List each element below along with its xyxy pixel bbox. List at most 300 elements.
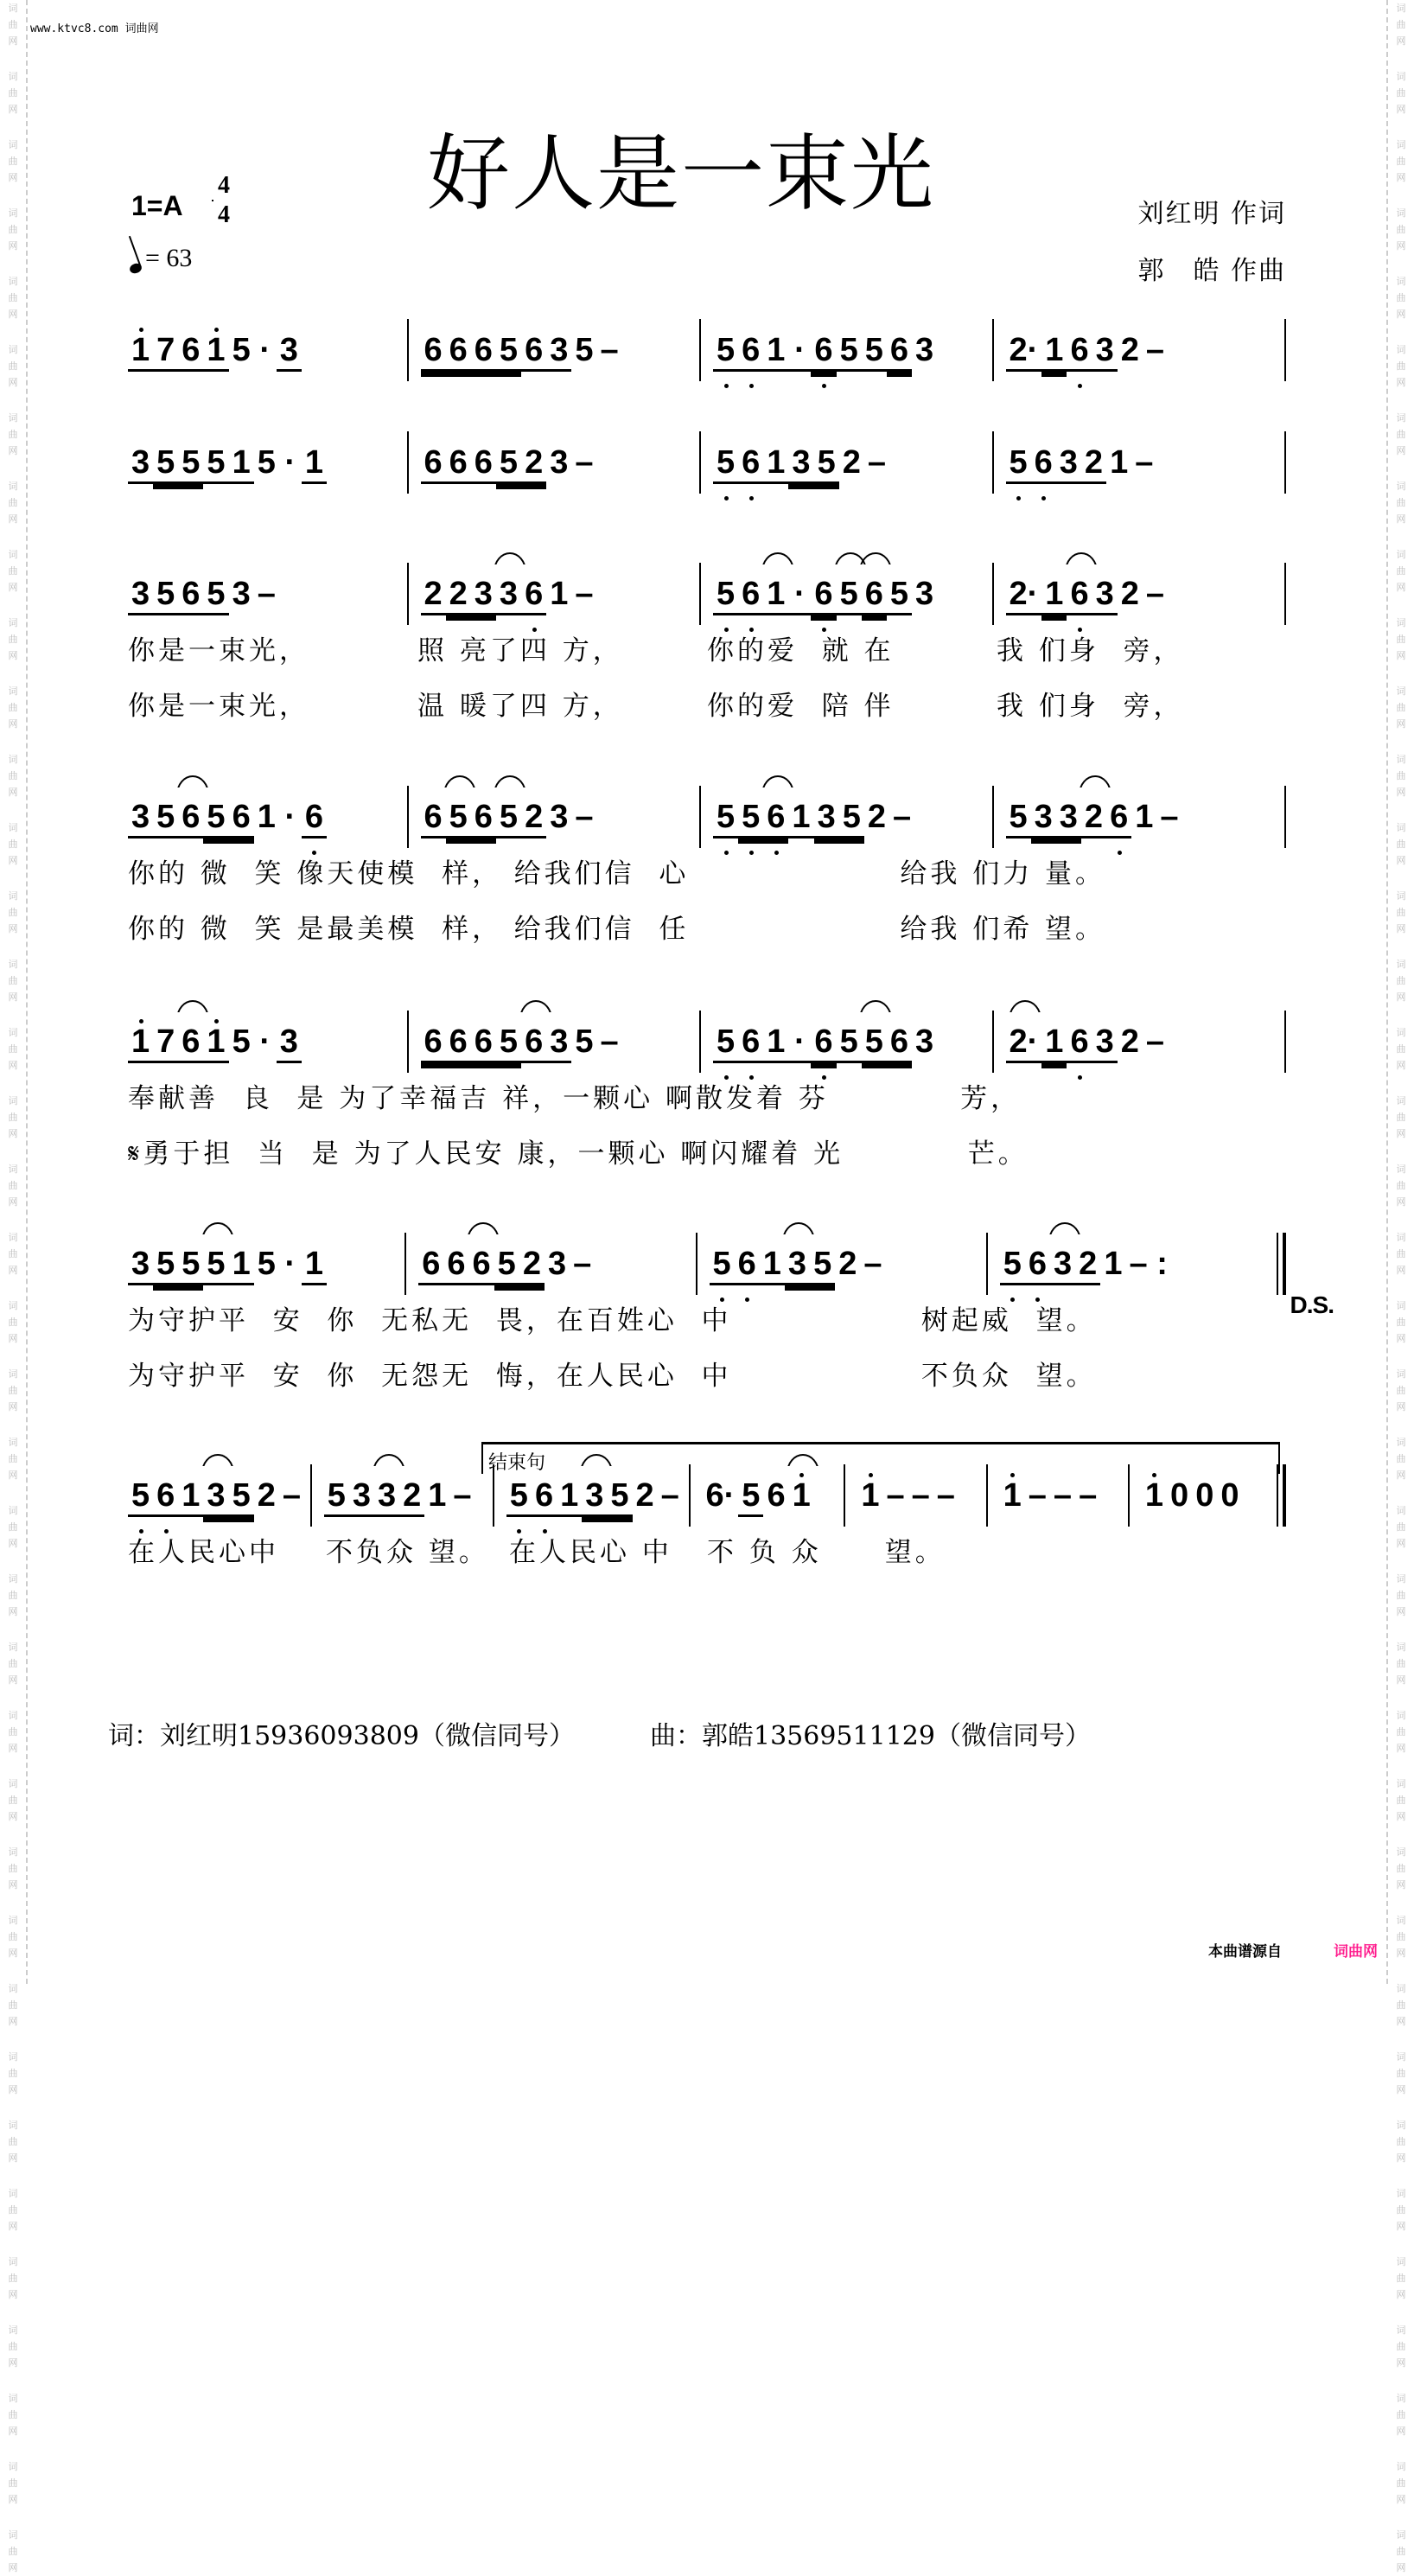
measure xyxy=(988,1238,1277,1290)
octave-down-dot xyxy=(1078,628,1082,632)
note: 3 xyxy=(1056,443,1081,481)
note: 1 xyxy=(128,331,153,369)
edge-watermark: 词 曲 网 xyxy=(1396,1095,1406,1139)
edge-watermark: 词 曲 网 xyxy=(8,685,18,730)
edge-watermark: 词 曲 网 xyxy=(1396,1710,1406,1754)
note: 6 xyxy=(302,798,327,836)
composer-credit: 郭 皓 作曲 xyxy=(1137,256,1286,286)
site-watermark: www.ktvc8.com 词曲网 xyxy=(30,22,159,35)
edge-watermark: 词 曲 网 xyxy=(1396,2120,1406,2164)
notation-row xyxy=(128,791,1286,843)
measure xyxy=(409,791,700,843)
edge-watermark: 词 曲 网 xyxy=(8,1573,18,1617)
note: 1 xyxy=(760,1245,785,1283)
octave-down-dot xyxy=(543,1529,547,1533)
note: 1 xyxy=(763,1023,788,1061)
octave-down-dot xyxy=(749,628,754,632)
edge-watermark: 词 曲 网 xyxy=(8,1232,18,1276)
octave-up-dot xyxy=(139,328,143,332)
note: 5 xyxy=(496,443,521,481)
note: – xyxy=(863,1246,882,1282)
lyric-segment: 奉献善 良 是 为了幸福吉 祥， xyxy=(128,1082,564,1114)
measure xyxy=(128,1470,310,1521)
note: · xyxy=(788,1023,811,1061)
note: 6 xyxy=(469,1245,494,1283)
lyric-segment: 你是一束光， xyxy=(128,690,309,722)
note: 6 xyxy=(887,1023,912,1061)
note: – xyxy=(886,1477,905,1514)
note: 5 xyxy=(1006,798,1031,836)
note: 6 xyxy=(1067,331,1092,369)
note: 3 xyxy=(1056,798,1081,836)
note: 2 xyxy=(399,1476,424,1514)
edge-watermark: 词 曲 网 xyxy=(8,139,18,183)
edge-watermark: 词 曲 网 xyxy=(8,890,18,934)
octave-down-dot xyxy=(532,628,537,632)
note: 2 xyxy=(257,1477,276,1514)
note: 5 xyxy=(153,798,178,836)
octave-down-dot xyxy=(724,496,729,501)
tempo-marking xyxy=(130,244,192,273)
note: 6 xyxy=(178,575,203,613)
note: 5 xyxy=(178,443,203,481)
lyric-segment: 树起威 望。 xyxy=(920,1304,1097,1336)
slur-arc xyxy=(1065,552,1098,571)
note: 6 xyxy=(471,798,496,836)
note: 2 xyxy=(1081,443,1106,481)
note: 6 xyxy=(1031,443,1056,481)
note: 2 xyxy=(842,444,861,481)
lyric-segment: 在人民心 中 xyxy=(509,1536,672,1568)
note: 1 xyxy=(1041,575,1067,613)
time-signature-bar xyxy=(212,200,213,201)
note: 5 xyxy=(446,798,471,836)
note: 1 xyxy=(763,575,788,613)
note: 6 xyxy=(229,798,254,836)
note: 5 xyxy=(496,798,521,836)
edge-watermark: 词 曲 网 xyxy=(8,959,18,1003)
note: – xyxy=(575,444,594,481)
note: 0 xyxy=(1220,1477,1239,1514)
note: 6 xyxy=(178,331,203,369)
measure xyxy=(701,324,992,376)
note: – xyxy=(911,1477,930,1514)
measure xyxy=(994,324,1285,376)
slur-arc xyxy=(494,775,526,794)
octave-up-dot xyxy=(139,1019,143,1023)
notation-row xyxy=(128,437,1286,488)
edge-watermark: 词 曲 网 xyxy=(8,1778,18,1822)
note: 3 xyxy=(496,575,521,613)
score-line xyxy=(128,1470,1286,1577)
edge-watermark: 词 曲 网 xyxy=(1396,685,1406,730)
edge-watermark: 词 曲 网 xyxy=(8,1846,18,1891)
note: 5 xyxy=(153,575,178,613)
note: 6 xyxy=(532,1476,557,1514)
note: 6 xyxy=(738,1023,763,1061)
measure xyxy=(128,568,407,620)
note: – xyxy=(600,332,619,368)
edge-watermark: 词 曲 网 xyxy=(1396,2256,1406,2300)
lyric-segment: 给我们信 任 xyxy=(513,913,690,945)
bar-line xyxy=(1284,319,1286,381)
lyric-segment: 你的 微 笑 像天使模 样， xyxy=(128,858,503,889)
measure xyxy=(494,1470,689,1521)
slur-arc xyxy=(494,552,526,571)
notation-row xyxy=(128,568,1286,620)
note: 6 xyxy=(446,443,471,481)
measure xyxy=(128,437,407,488)
note: 5 xyxy=(203,1245,228,1283)
octave-down-dot xyxy=(1118,851,1122,855)
edge-watermark: 词 曲 网 xyxy=(8,754,18,798)
octave-down-dot xyxy=(822,384,826,388)
note: 3 xyxy=(550,799,569,835)
note: 5 xyxy=(810,1245,835,1283)
note: 6 xyxy=(418,1245,443,1283)
lyric-segment: 不 负 众 xyxy=(707,1536,822,1568)
note: 2· xyxy=(1006,1023,1042,1061)
edge-watermark: 词 曲 网 xyxy=(8,1095,18,1139)
note: 6 xyxy=(738,331,763,369)
note: 6 xyxy=(446,331,471,369)
edge-watermark: 词 曲 网 xyxy=(1396,1437,1406,1481)
note: 2 xyxy=(519,1245,545,1283)
key-signature: 1=A xyxy=(131,190,183,221)
note: 1 xyxy=(557,1476,582,1514)
note: – xyxy=(1145,332,1164,368)
note: 6 xyxy=(887,331,912,369)
note: 5 xyxy=(837,1023,862,1061)
lyric-segment: 为守护平 安 你 无私无 畏， xyxy=(128,1304,557,1336)
note: 2 xyxy=(1120,1023,1139,1060)
note: 5 xyxy=(506,1476,532,1514)
note: 6 xyxy=(421,443,446,481)
bar-line xyxy=(1284,563,1286,625)
edge-watermark: 词 曲 网 xyxy=(1396,1027,1406,1071)
measure xyxy=(701,791,992,843)
source-site-link[interactable]: 词曲网 xyxy=(1334,1943,1378,1961)
note: 5 xyxy=(178,1245,203,1283)
edge-watermark: 词 曲 网 xyxy=(1396,2393,1406,2437)
note: 3 xyxy=(471,575,496,613)
note: 5 xyxy=(710,1245,735,1283)
lyric-row xyxy=(128,843,1286,898)
octave-down-dot xyxy=(724,851,729,855)
note: 1 xyxy=(203,331,228,369)
note: 2· xyxy=(1006,331,1042,369)
note: 5 xyxy=(713,798,738,836)
note: 6 xyxy=(521,1023,546,1061)
time-signature xyxy=(212,173,236,228)
octave-down-dot xyxy=(774,851,779,855)
measure xyxy=(409,1016,700,1068)
note: 1 xyxy=(1110,444,1129,481)
note: 6 xyxy=(178,798,203,836)
lyric-segment: 温 暖了四 方， xyxy=(417,690,623,722)
slur-arc xyxy=(176,775,209,794)
note: · xyxy=(788,331,811,369)
note: 2 xyxy=(1075,1245,1100,1283)
lyric-segment: 不负众 望。 xyxy=(920,1360,1097,1392)
note: 6 xyxy=(1106,798,1131,836)
slur-arc xyxy=(782,1222,815,1241)
slur-arc xyxy=(761,552,794,571)
edge-watermark: 词 曲 网 xyxy=(8,2461,18,2505)
note: 0 xyxy=(1195,1477,1214,1514)
octave-down-dot xyxy=(724,384,729,388)
octave-down-dot xyxy=(1078,384,1082,388)
note: 2 xyxy=(867,799,886,835)
slur-arc xyxy=(1048,1222,1081,1241)
edge-watermark: 词 曲 网 xyxy=(8,2188,18,2232)
slur-arc xyxy=(761,775,794,794)
note: 5 xyxy=(887,575,912,613)
slur-arc xyxy=(1009,1000,1041,1019)
note: 5 xyxy=(203,575,228,613)
ending-bracket xyxy=(481,1442,1280,1474)
edge-watermark: 词 曲 网 xyxy=(8,1915,18,1959)
note: 3 xyxy=(374,1476,399,1514)
time-signature-bottom: 4 xyxy=(218,201,230,228)
note: 2 xyxy=(521,443,546,481)
repeat-end-barline xyxy=(1277,1233,1286,1295)
note: 1 xyxy=(1135,799,1154,835)
octave-up-dot xyxy=(214,1019,219,1023)
octave-up-dot xyxy=(214,328,219,332)
note: 3 xyxy=(128,575,153,613)
note: 5 xyxy=(575,332,594,368)
note: – xyxy=(1145,1023,1164,1060)
note: 5 xyxy=(814,443,839,481)
measure xyxy=(697,1238,986,1290)
note: – xyxy=(1129,1246,1148,1282)
note: 0 xyxy=(1170,1477,1189,1514)
octave-down-dot xyxy=(749,384,754,388)
measure xyxy=(701,568,992,620)
note: 6 xyxy=(738,443,763,481)
note: 5 xyxy=(1006,443,1031,481)
lyric-row xyxy=(128,1345,1286,1400)
score-line xyxy=(128,791,1286,953)
note: · xyxy=(259,1023,271,1060)
measure xyxy=(845,1470,985,1521)
note: 5 xyxy=(257,1246,276,1282)
edge-watermark: 词 曲 网 xyxy=(8,1164,18,1208)
lyric-segment: 芒。 xyxy=(932,1138,1029,1170)
measure xyxy=(128,324,407,376)
note: 5 xyxy=(837,331,862,369)
note: – xyxy=(1145,576,1164,612)
edge-watermark: 词 曲 网 xyxy=(8,1300,18,1344)
edge-watermark: 词 曲 网 xyxy=(8,71,18,115)
measure xyxy=(128,1238,404,1290)
note: 6 xyxy=(767,1477,786,1514)
note: 1 xyxy=(550,576,569,612)
edge-watermark: 词 曲 网 xyxy=(1396,207,1406,252)
measure xyxy=(406,1238,695,1290)
note: – xyxy=(660,1477,679,1514)
note: · xyxy=(284,1246,296,1282)
measure xyxy=(409,568,700,620)
octave-down-dot xyxy=(139,1529,143,1533)
measure xyxy=(701,437,992,488)
edge-watermark: 词 曲 网 xyxy=(1396,754,1406,798)
note: 3 xyxy=(1050,1245,1075,1283)
right-watermark-strip xyxy=(1386,0,1414,2573)
note: 2 xyxy=(421,575,446,613)
note: 5 xyxy=(862,331,887,369)
note: 1 xyxy=(229,1245,254,1283)
note: – xyxy=(1160,799,1179,835)
note: 6 xyxy=(1025,1245,1050,1283)
edge-watermark: 词 曲 网 xyxy=(1396,1164,1406,1208)
lyric-segment: 你的 微 笑 是最美模 样， xyxy=(128,913,503,945)
edge-watermark: 词 曲 网 xyxy=(1396,1300,1406,1344)
notation-row xyxy=(128,324,1286,376)
note: : xyxy=(1156,1246,1168,1282)
note: – xyxy=(1053,1477,1073,1514)
composer-contact: 曲：郭皓13569511129（微信同号） xyxy=(650,1721,1091,1751)
note: 1 xyxy=(1142,1476,1167,1514)
lyric-segment: 在百姓心 中 xyxy=(556,1304,732,1336)
note: 2 xyxy=(1120,332,1139,368)
note: 6 xyxy=(471,331,496,369)
lyric-segment: 给我 们力 量。 xyxy=(900,858,1106,889)
score-line xyxy=(128,568,1286,730)
edge-watermark: 词 曲 网 xyxy=(1396,822,1406,866)
lyric-row xyxy=(128,1290,1286,1345)
lyricist-contact: 词：刘红明15936093809（微信同号） xyxy=(108,1721,575,1751)
note: – xyxy=(257,576,276,612)
measure xyxy=(994,568,1285,620)
note: 3 xyxy=(1092,331,1118,369)
note: 1 xyxy=(178,1476,203,1514)
note: 3 xyxy=(914,1023,934,1060)
note: – xyxy=(1135,444,1154,481)
measure xyxy=(1130,1470,1277,1521)
octave-down-dot xyxy=(1078,1075,1082,1080)
note: 1 xyxy=(857,1476,882,1514)
octave-down-dot xyxy=(724,1075,729,1080)
lyric-segment: 为守护平 安 你 无怨无 悔， xyxy=(128,1360,557,1392)
bar-line xyxy=(1284,1011,1286,1073)
lyric-segment: 你是一束光， xyxy=(128,634,309,666)
time-signature-top: 4 xyxy=(218,172,230,199)
edge-watermark: 词 曲 网 xyxy=(8,2324,18,2369)
note: 1 xyxy=(1041,331,1067,369)
note: – xyxy=(600,1023,619,1060)
note: 6 xyxy=(421,798,446,836)
note: 5 xyxy=(837,575,862,613)
note: 2 xyxy=(446,575,471,613)
slur-arc xyxy=(443,775,476,794)
edge-watermark: 词 曲 网 xyxy=(1396,617,1406,661)
edge-watermark: 词 曲 网 xyxy=(1396,1505,1406,1549)
bar-line xyxy=(1284,431,1286,494)
note: 5 xyxy=(496,331,521,369)
note: 3 xyxy=(546,1023,571,1061)
lyric-row xyxy=(128,1521,1286,1577)
lyric-row xyxy=(128,1068,1286,1123)
note: 3 xyxy=(814,798,839,836)
note: 5 xyxy=(713,331,738,369)
note: 5 xyxy=(607,1476,632,1514)
edge-watermark: 词 曲 网 xyxy=(8,2256,18,2300)
note: 6 xyxy=(421,331,446,369)
slur-arc xyxy=(859,1000,892,1019)
note: 5 xyxy=(229,1476,254,1514)
edge-watermark: 词 曲 网 xyxy=(8,2529,18,2573)
note: 5 xyxy=(713,1023,738,1061)
edge-watermark: 词 曲 网 xyxy=(1396,412,1406,456)
lyric-segment: 你的爱 陪 伴 xyxy=(707,690,895,722)
note: – xyxy=(573,1246,592,1282)
note: 1 xyxy=(302,443,327,481)
octave-down-dot xyxy=(749,851,754,855)
note: 1 xyxy=(789,1476,814,1514)
measure xyxy=(994,1016,1285,1068)
slur-arc xyxy=(519,1000,552,1019)
note: 6 xyxy=(738,575,763,613)
note: 3 xyxy=(582,1476,607,1514)
lyric-segment: 你的爱 就 在 xyxy=(707,634,895,666)
edge-watermark: 词 曲 网 xyxy=(1396,344,1406,388)
note: 6 xyxy=(153,1476,178,1514)
note: 5 xyxy=(839,798,864,836)
note: – xyxy=(867,444,886,481)
note: · xyxy=(259,332,271,368)
note: 3 xyxy=(546,331,571,369)
note: 2 xyxy=(521,798,546,836)
edge-watermark: 词 曲 网 xyxy=(1396,1642,1406,1686)
lyric-row xyxy=(128,1123,1286,1178)
note: – xyxy=(453,1477,472,1514)
note: 6 xyxy=(735,1245,760,1283)
lyric-segment: 一颗心 啊闪耀着 光 xyxy=(577,1138,844,1170)
edge-watermark: 词 曲 网 xyxy=(1396,71,1406,115)
note: 5 xyxy=(232,332,251,368)
tempo-value: = 63 xyxy=(145,244,193,272)
measure xyxy=(128,791,407,843)
note: 5 xyxy=(494,1245,519,1283)
lyric-segment: 不负众 望。 xyxy=(325,1536,489,1568)
edge-watermark: 词 曲 网 xyxy=(1396,2461,1406,2505)
note: 6 xyxy=(1067,1023,1092,1061)
note: 2 xyxy=(838,1246,857,1282)
octave-down-dot xyxy=(822,628,826,632)
lyric-row xyxy=(128,620,1286,675)
edge-watermark: 词 曲 网 xyxy=(1396,1846,1406,1891)
note: 5 xyxy=(496,1023,521,1061)
lyric-row xyxy=(128,898,1286,953)
score-line xyxy=(128,1238,1334,1400)
edge-watermark: 词 曲 网 xyxy=(8,344,18,388)
slur-arc xyxy=(201,1454,234,1473)
edge-watermark: 词 曲 网 xyxy=(1396,1915,1406,1959)
note: 3 xyxy=(914,332,934,368)
note: 3 xyxy=(277,331,302,369)
note: 1 xyxy=(203,1023,228,1061)
octave-down-dot xyxy=(724,628,729,632)
ending-label: 结束句 xyxy=(488,1452,546,1474)
note: 5 xyxy=(575,1023,594,1060)
lyricist-credit: 刘红明 作词 xyxy=(1137,199,1286,229)
note: 5 xyxy=(324,1476,349,1514)
note: 1 xyxy=(257,799,276,835)
note: 3 xyxy=(277,1023,302,1061)
lyric-segment: 我 们身 旁， xyxy=(997,690,1184,722)
